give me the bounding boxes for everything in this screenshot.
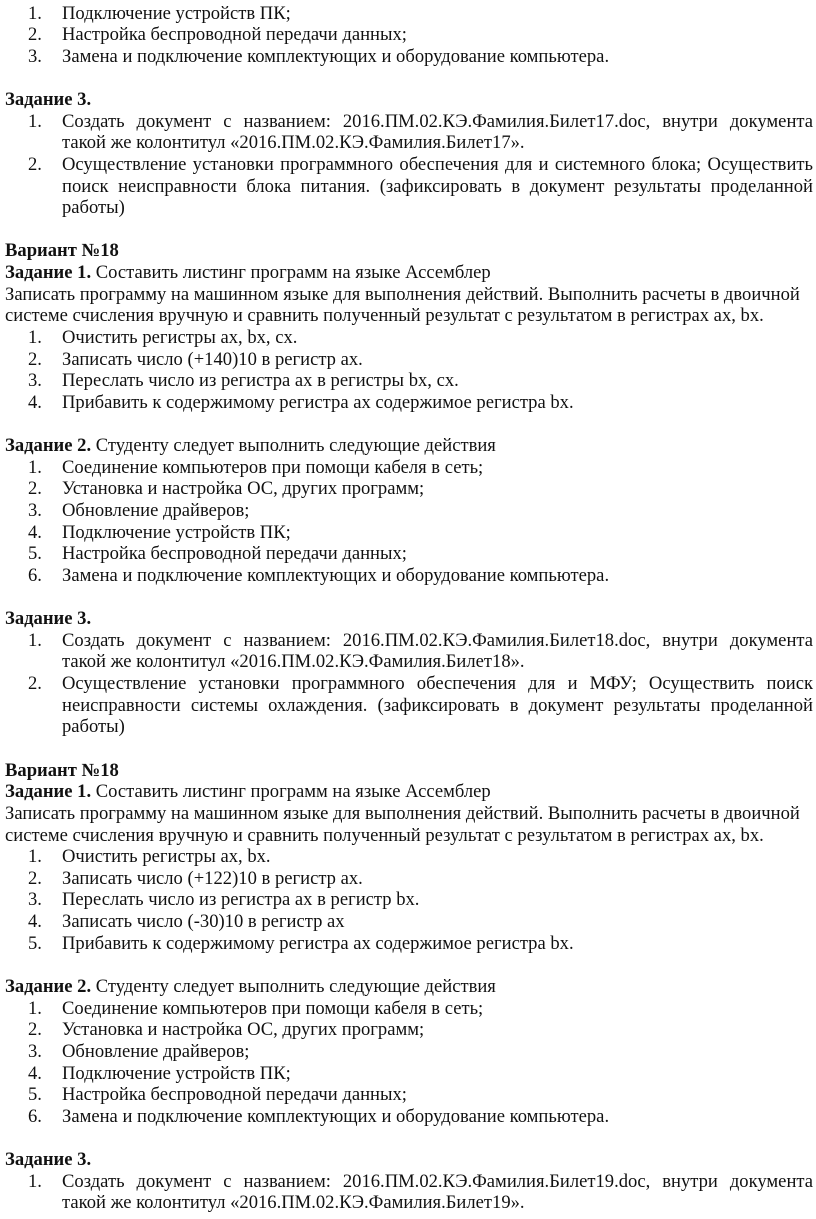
list-item: 4. Подключение устройств ПК; (28, 522, 291, 543)
list-item: 1. Соединение компьютеров при помощи кабеля в сеть; (28, 457, 484, 478)
list-item-continuation: неисправности системы охлаждения. (зафиксировать в документ результаты проделанной (62, 695, 813, 716)
list-item-continuation: такой же колонтитул «2016.ПМ.02.КЭ.Фамилия.Билет17». (62, 132, 525, 153)
list-item-continuation: работы) (62, 716, 125, 737)
list-item: 4. Записать число (-30)10 в регистр ax (28, 911, 345, 932)
list-item: 5. Настройка беспроводной передачи данных; (28, 1084, 407, 1105)
list-item: 2. Записать число (+140)10 в регистр ax. (28, 349, 363, 370)
list-item-continuation: поиск неисправности блока питания. (зафиксировать в документ результаты проделанной (62, 176, 813, 197)
task-heading: Задание 2. Студенту следует выполнить следующие действия (5, 976, 496, 997)
list-item: 1. Соединение компьютеров при помощи кабеля в сеть; (28, 998, 484, 1019)
variant-title: Вариант №18 (5, 760, 119, 781)
list-item: 3. Обновление драйверов; (28, 1041, 250, 1062)
list-item: 2. Осуществление установки программного обеспечения для и МФУ; Осуществить поиск (28, 673, 813, 694)
list-item: 2. Осуществление установки программного обеспечения для и системного блока; Осуществить (28, 154, 813, 175)
list-item: 3. Замена и подключение комплектующих и оборудование компьютера. (28, 46, 610, 67)
list-item: 1. Создать документ с названием: 2016.ПМ.02.КЭ.Фамилия.Билет19.doc, внутри документа (28, 1171, 813, 1192)
paragraph-line: Записать программу на машинном языке для выполнения действий. Выполнить расчеты в двоичной (5, 284, 800, 305)
list-item-continuation: такой же колонтитул «2016.ПМ.02.КЭ.Фамилия.Билет19». (62, 1192, 525, 1213)
paragraph-line: Записать программу на машинном языке для выполнения действий. Выполнить расчеты в двоичной (5, 803, 800, 824)
list-item-continuation: работы) (62, 197, 125, 218)
list-item: 2. Настройка беспроводной передачи данных; (28, 24, 407, 45)
list-item: 5. Настройка беспроводной передачи данных; (28, 543, 407, 564)
list-item: 1. Создать документ с названием: 2016.ПМ.02.КЭ.Фамилия.Билет17.doc, внутри документа (28, 111, 813, 132)
paragraph-line: системе счисления вручную и сравнить полученный результат с результатом в регистрах ax, bx. (5, 825, 764, 846)
list-item: 3. Переслать число из регистра ax в регистры bx, cx. (28, 370, 459, 391)
list-item: 3. Переслать число из регистра ax в регистр bx. (28, 889, 420, 910)
list-item: 4. Прибавить к содержимому регистра ax содержимое регистра bx. (28, 392, 574, 413)
task-heading: Задание 3. (5, 608, 92, 629)
task-heading: Задание 3. (5, 1149, 92, 1170)
list-item: 2. Записать число (+122)10 в регистр ax. (28, 868, 363, 889)
list-item: 1. Подключение устройств ПК; (28, 3, 291, 24)
paragraph-line: системе счисления вручную и сравнить полученный результат с результатом в регистрах ax, bx. (5, 305, 764, 326)
list-item: 1. Создать документ с названием: 2016.ПМ.02.КЭ.Фамилия.Билет18.doc, внутри документа (28, 630, 813, 651)
list-item: 2. Установка и настройка ОС, других программ; (28, 1019, 425, 1040)
variant-title: Вариант №18 (5, 240, 119, 261)
list-item: 1. Очистить регистры ax, bx. (28, 846, 271, 867)
list-item: 6. Замена и подключение комплектующих и оборудование компьютера. (28, 565, 610, 586)
list-item-continuation: такой же колонтитул «2016.ПМ.02.КЭ.Фамилия.Билет18». (62, 651, 525, 672)
list-item: 1. Очистить регистры ax, bx, cx. (28, 327, 298, 348)
task-heading: Задание 1. Составить листинг программ на языке Ассемблер (5, 781, 491, 802)
list-item: 6. Замена и подключение комплектующих и оборудование компьютера. (28, 1106, 610, 1127)
task-heading: Задание 1. Составить листинг программ на языке Ассемблер (5, 262, 491, 283)
task-heading: Задание 2. Студенту следует выполнить следующие действия (5, 435, 496, 456)
list-item: 2. Установка и настройка ОС, других программ; (28, 478, 425, 499)
list-item: 3. Обновление драйверов; (28, 500, 250, 521)
list-item: 5. Прибавить к содержимому регистра ax содержимое регистра bx. (28, 933, 574, 954)
task-heading: Задание 3. (5, 89, 92, 110)
list-item: 4. Подключение устройств ПК; (28, 1063, 291, 1084)
